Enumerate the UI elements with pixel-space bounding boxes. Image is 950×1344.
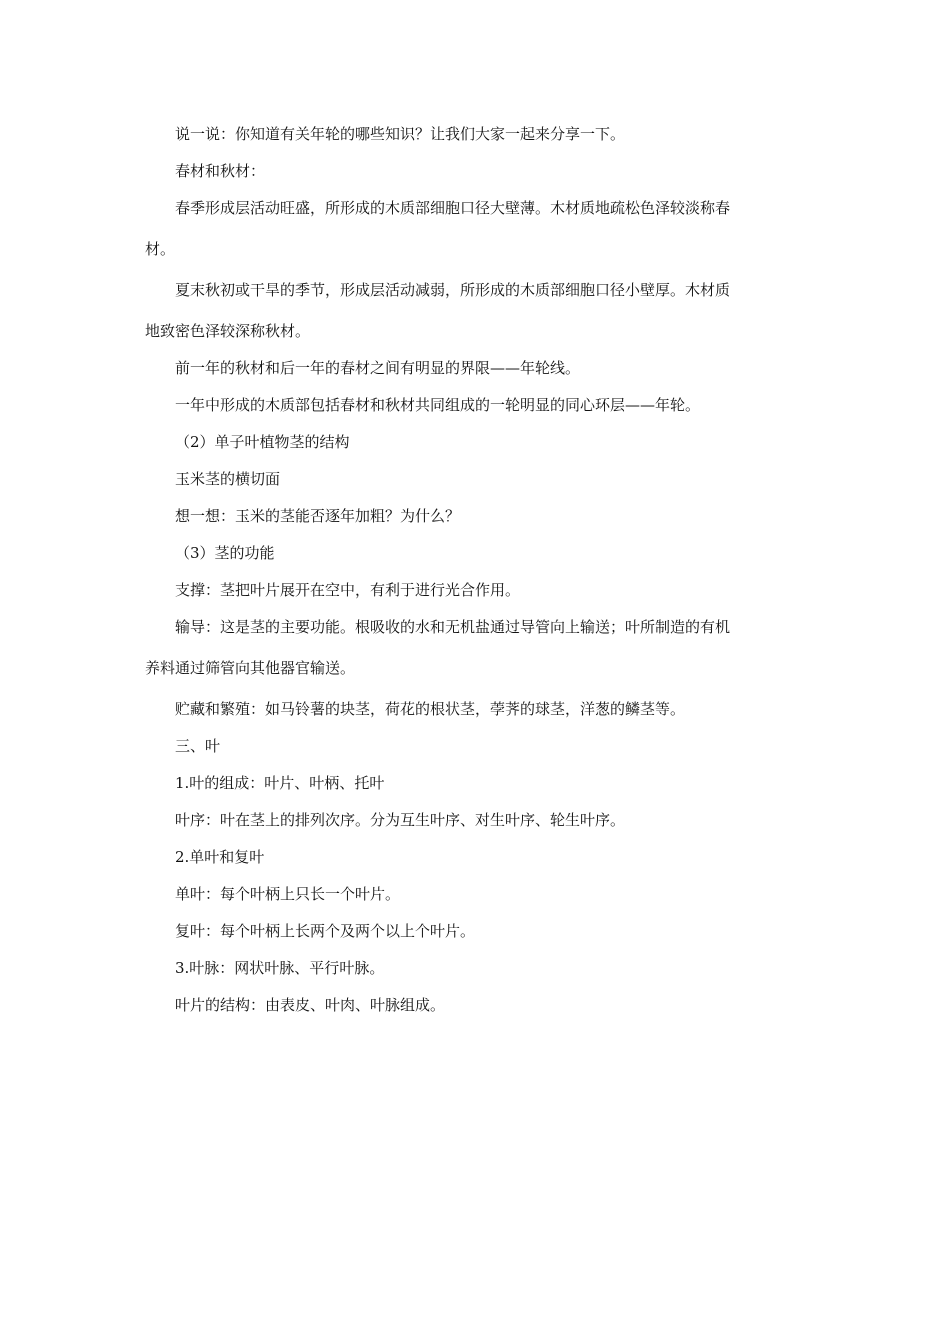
paragraph-spring-wood-line1: 春季形成层活动旺盛，所形成的木质部细胞口径大壁薄。木材质地疏松色泽较淡称春	[175, 199, 731, 217]
paragraph-autumn-wood-line1: 夏末秋初或干旱的季节，形成层活动减弱，所形成的木质部细胞口径小壁厚。木材质	[175, 281, 731, 299]
paragraph-ring-line: 前一年的秋材和后一年的春材之间有明显的界限——年轮线。	[175, 359, 581, 377]
paragraph-discuss-rings: 说一说：你知道有关年轮的哪些知识？让我们大家一起来分享一下。	[175, 125, 626, 143]
paragraph-think-corn-stem: 想一想：玉米的茎能否逐年加粗？为什么？	[175, 507, 461, 525]
paragraph-spring-autumn-wood-heading: 春材和秋材：	[175, 162, 266, 180]
paragraph-leaf-structure: 叶片的结构：由表皮、叶肉、叶脉组成。	[175, 996, 446, 1014]
paragraph-leaf-composition: 1.叶的组成：叶片、叶柄、托叶	[175, 774, 385, 792]
paragraph-spring-wood-line2: 材。	[145, 240, 176, 258]
paragraph-simple-compound-heading: 2.单叶和复叶	[175, 848, 265, 866]
paragraph-transport-line2: 养料通过筛管向其他器官输送。	[145, 659, 356, 677]
paragraph-phyllotaxy: 叶序：叶在茎上的排列次序。分为互生叶序、对生叶序、轮生叶序。	[175, 811, 626, 829]
paragraph-monocot-stem-heading: （2）单子叶植物茎的结构	[175, 433, 350, 451]
paragraph-compound-leaf: 复叶：每个叶柄上长两个及两个以上个叶片。	[175, 922, 476, 940]
document-body	[145, 124, 810, 1016]
paragraph-transport-line1: 输导：这是茎的主要功能。根吸收的水和无机盐通过导管向上输送；叶所制造的有机	[175, 618, 731, 636]
paragraph-corn-stem-section: 玉米茎的横切面	[175, 470, 281, 488]
paragraph-venation: 3.叶脉：网状叶脉、平行叶脉。	[175, 959, 385, 977]
paragraph-stem-function-heading: （3）茎的功能	[175, 544, 275, 562]
paragraph-annual-ring: 一年中形成的木质部包括春材和秋材共同组成的一轮明显的同心环层——年轮。	[175, 396, 701, 414]
paragraph-support: 支撑：茎把叶片展开在空中，有利于进行光合作用。	[175, 581, 521, 599]
paragraph-storage-reproduction: 贮藏和繁殖：如马铃薯的块茎，荷花的根状茎，荸荠的球茎，洋葱的鳞茎等。	[175, 700, 686, 718]
paragraph-autumn-wood-line2: 地致密色泽较深称秋材。	[145, 322, 311, 340]
paragraph-leaf-section-heading: 三、叶	[175, 737, 221, 755]
paragraph-simple-leaf: 单叶：每个叶柄上只长一个叶片。	[175, 885, 401, 903]
